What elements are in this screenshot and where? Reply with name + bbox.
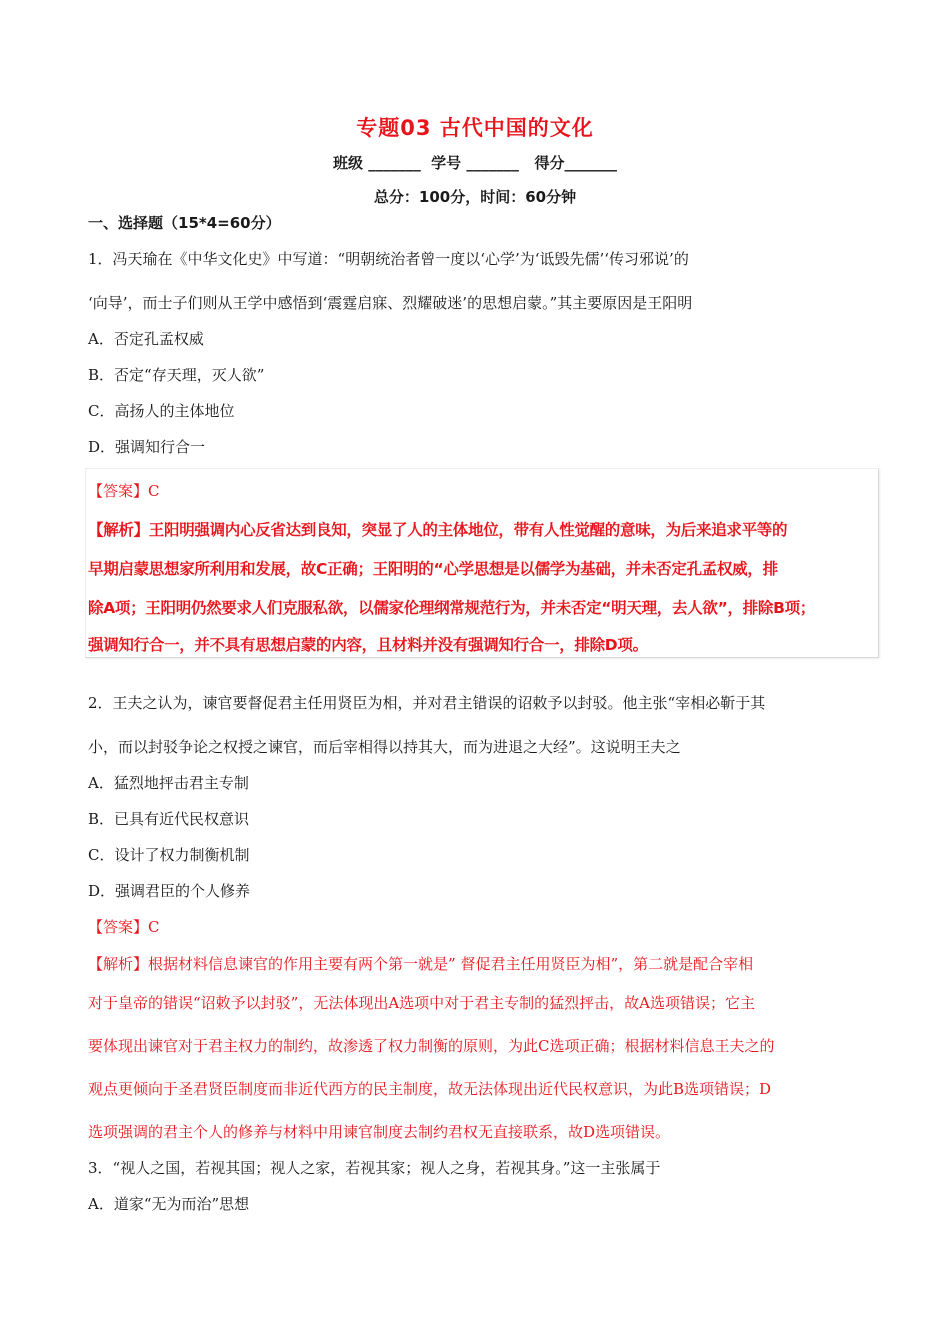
question-1-option-b: B．否定“存天理，灭人欲”	[88, 366, 265, 384]
question-2-analysis-line-1: 【解析】根据材料信息谏官的作用主要有两个第一就是” 督促君主任用贤臣为相”，第二就是配合宰相	[88, 955, 754, 973]
question-1-answer: 【答案】C	[88, 482, 160, 500]
question-2-answer: 【答案】C	[88, 918, 160, 936]
question-3-stem-line-1: 3．“视人之国，若视其国；视人之家，若视其家；视人之身，若视其身。”这一主张属于	[88, 1159, 661, 1177]
question-2-stem-line-1: 2．王夫之认为，谏官要督促君主任用贤臣为相，并对君主错误的诏敕予以封驳。他主张“宰相必靳于其	[88, 694, 766, 712]
question-1-option-c: C．高扬人的主体地位	[88, 402, 235, 420]
question-3-option-a: A．道家“无为而治”思想	[88, 1195, 250, 1213]
question-2-option-a: A．猛烈地抨击君主专制	[88, 774, 249, 792]
question-2-analysis-line-3: 要体现出谏官对于君主权力的制约，故渗透了权力制衡的原则，为此C选项正确；根据材料信息王夫之的	[88, 1037, 775, 1055]
question-2-analysis-line-4: 观点更倾向于圣君贤臣制度而非近代西方的民主制度，故无法体现出近代民权意识，为此B选项错误；D	[88, 1080, 772, 1098]
score-time-line: 总分：100分，时间：60分钟	[373, 188, 577, 206]
section-heading: 一、选择题（15*4=60分）	[88, 214, 281, 232]
question-1-stem-line-2: ‘向导’，而士子们则从王学中感悟到‘震霆启寐、烈耀破迷’的思想启蒙。”其主要原因是王阳明	[88, 294, 693, 312]
question-1-analysis-line-4: 强调知行合一，并不具有思想启蒙的内容，且材料并没有强调知行合一，排除D项。	[88, 636, 648, 654]
question-1-analysis-line-1: 【解析】王阳明强调内心反省达到良知，突显了人的主体地位，带有人性觉醒的意味，为后来追求平等的	[88, 521, 788, 539]
question-2-analysis-line-5: 选项强调的君主个人的修养与材料中用谏官制度去制约君权无直接联系，故D选项错误。	[88, 1123, 671, 1141]
question-2-analysis-line-2: 对于皇帝的错误“诏敕予以封驳”，无法体现出A选项中对于君主专制的猛烈抨击，故A选项错误；它主	[88, 994, 756, 1012]
question-2-stem-line-2: 小，而以封驳争论之权授之谏官，而后宰相得以持其大，而为进退之大经”。这说明王夫之	[88, 738, 681, 756]
question-1-analysis-line-3: 除A项；王阳明仍然要求人们克服私欲，以儒家伦理纲常规范行为，并未否定“明天理，去人欲”，排除B项；	[88, 599, 815, 617]
question-1-option-a: A．否定孔孟权威	[88, 330, 204, 348]
question-1-analysis-line-2: 早期启蒙思想家所利用和发展，故C正确；王阳明的“心学思想是以儒学为基础，并未否定孔孟权威，排	[88, 560, 778, 578]
question-2-option-c: C．设计了权力制衡机制	[88, 846, 250, 864]
student-info-line: 班级 _______ 学号 _______ 得分_______	[332, 154, 618, 172]
question-1-stem-line-1: 1．冯天瑜在《中华文化史》中写道：“明朝统治者曾一度以‘心学’为‘诋毁先儒’‘传习邪说’的	[88, 250, 689, 268]
question-2-option-d: D．强调君臣的个人修养	[88, 882, 251, 900]
page-title: 专题03 古代中国的文化	[356, 116, 594, 140]
question-1-option-d: D．强调知行合一	[88, 438, 206, 456]
question-2-option-b: B．已具有近代民权意识	[88, 810, 250, 828]
